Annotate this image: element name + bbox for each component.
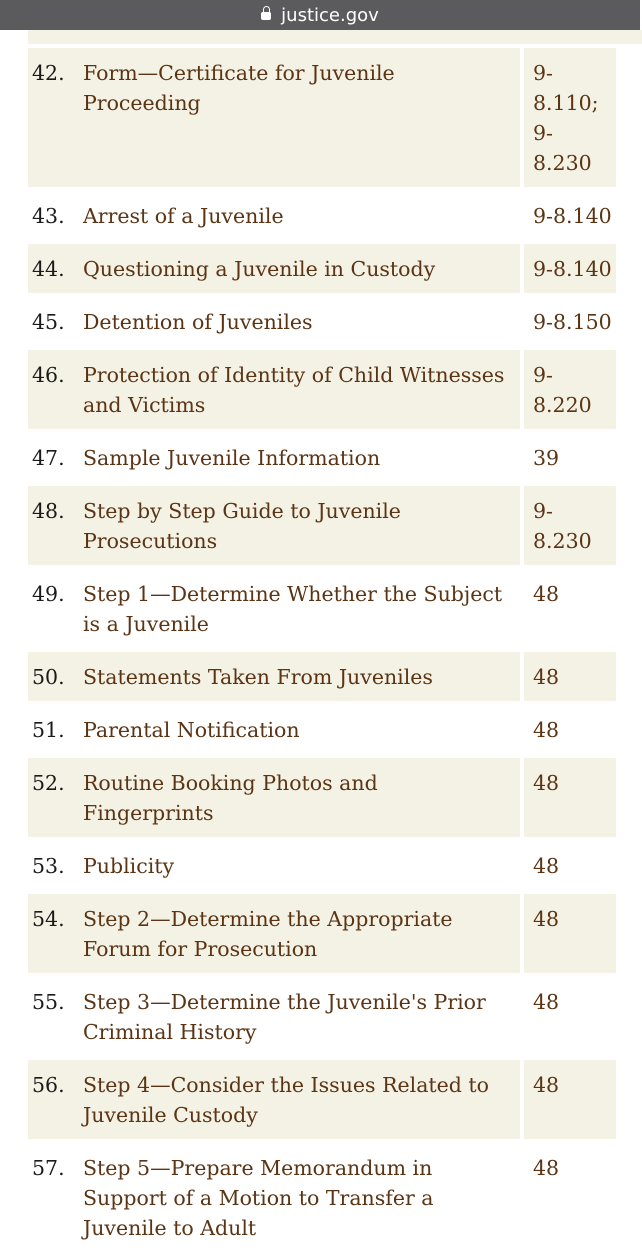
exhibit-title-link[interactable]: Questioning a Juvenile in Custody — [76, 244, 520, 293]
exhibit-title-link[interactable]: Protection of Identity of Child Witnesses and Victims — [76, 350, 520, 429]
row-number: 52. — [28, 758, 76, 837]
page-content — [0, 30, 640, 1240]
url-text: justice.gov — [281, 4, 379, 26]
row-number: 51. — [28, 705, 76, 754]
lock-icon — [261, 12, 271, 20]
row-number: 57. — [28, 1143, 76, 1252]
browser-url-bar[interactable] — [0, 0, 640, 30]
manual-reference: 48 — [520, 569, 616, 648]
manual-reference: 9-8.140 — [520, 244, 616, 293]
table-row — [28, 244, 616, 293]
row-number: 50. — [28, 652, 76, 701]
table-row — [28, 894, 616, 973]
table-row — [28, 433, 616, 482]
row-number: 53. — [28, 841, 76, 890]
table-row — [28, 297, 616, 346]
manual-reference: 48 — [520, 1060, 616, 1139]
table-row — [28, 977, 616, 1056]
row-number: 49. — [28, 569, 76, 648]
row-number: 55. — [28, 977, 76, 1056]
manual-reference: 9-8.140 — [520, 191, 616, 240]
exhibit-title-link[interactable]: Step 5—Prepare Memorandum in Support of a Motion to Transfer a Juvenile to Adult — [76, 1143, 520, 1252]
row-number: 56. — [28, 1060, 76, 1139]
exhibit-title-link[interactable]: Detention of Juveniles — [76, 297, 520, 346]
table-row — [28, 1060, 616, 1139]
manual-reference: 9- 8.110; 9- 8.230 — [520, 48, 616, 187]
row-number: 42. — [28, 48, 76, 187]
manual-reference: 48 — [520, 705, 616, 754]
row-number: 46. — [28, 350, 76, 429]
manual-reference: 9- 8.220 — [520, 350, 616, 429]
row-number: 43. — [28, 191, 76, 240]
row-number: 44. — [28, 244, 76, 293]
exhibit-title-link[interactable]: Sample Juvenile Information — [76, 433, 520, 482]
exhibit-title-link[interactable]: Statements Taken From Juveniles — [76, 652, 520, 701]
manual-reference: 48 — [520, 841, 616, 890]
exhibit-title-link[interactable]: Step 1—Determine Whether the Subject is a Juvenile — [76, 569, 520, 648]
exhibit-title-link[interactable]: Step 3—Determine the Juvenile's Prior Criminal History — [76, 977, 520, 1056]
row-number: 47. — [28, 433, 76, 482]
table-row — [28, 1143, 616, 1252]
table-row — [28, 191, 616, 240]
table-row — [28, 705, 616, 754]
manual-reference: 9- 8.230 — [520, 486, 616, 565]
exhibit-title-link[interactable]: Form—Certificate for Juvenile Proceeding — [76, 48, 520, 187]
exhibit-title-link[interactable]: Parental Notification — [76, 705, 520, 754]
manual-reference: 39 — [520, 433, 616, 482]
manual-reference: 48 — [520, 894, 616, 973]
row-number: 54. — [28, 894, 76, 973]
table-row — [28, 486, 616, 565]
table-row — [28, 652, 616, 701]
table-row — [28, 841, 616, 890]
manual-reference: 48 — [520, 652, 616, 701]
exhibit-title-link[interactable]: Step by Step Guide to Juvenile Prosecutions — [76, 486, 520, 565]
table-row — [28, 48, 616, 187]
manual-reference: 48 — [520, 1143, 616, 1252]
exhibit-title-link[interactable]: Arrest of a Juvenile — [76, 191, 520, 240]
manual-reference: 9-8.150 — [520, 297, 616, 346]
row-number: 45. — [28, 297, 76, 346]
previous-row-tail — [28, 30, 642, 44]
row-number: 48. — [28, 486, 76, 565]
exhibit-title-link[interactable]: Publicity — [76, 841, 520, 890]
manual-reference: 48 — [520, 758, 616, 837]
exhibit-title-link[interactable]: Step 2—Determine the Appropriate Forum for Prosecution — [76, 894, 520, 973]
exhibit-title-link[interactable]: Step 4—Consider the Issues Related to Juvenile Custody — [76, 1060, 520, 1139]
exhibit-title-link[interactable]: Routine Booking Photos and Fingerprints — [76, 758, 520, 837]
table-row — [28, 569, 616, 648]
table-row — [28, 758, 616, 837]
exhibits-table — [28, 44, 616, 1256]
manual-reference: 48 — [520, 977, 616, 1056]
table-row — [28, 350, 616, 429]
